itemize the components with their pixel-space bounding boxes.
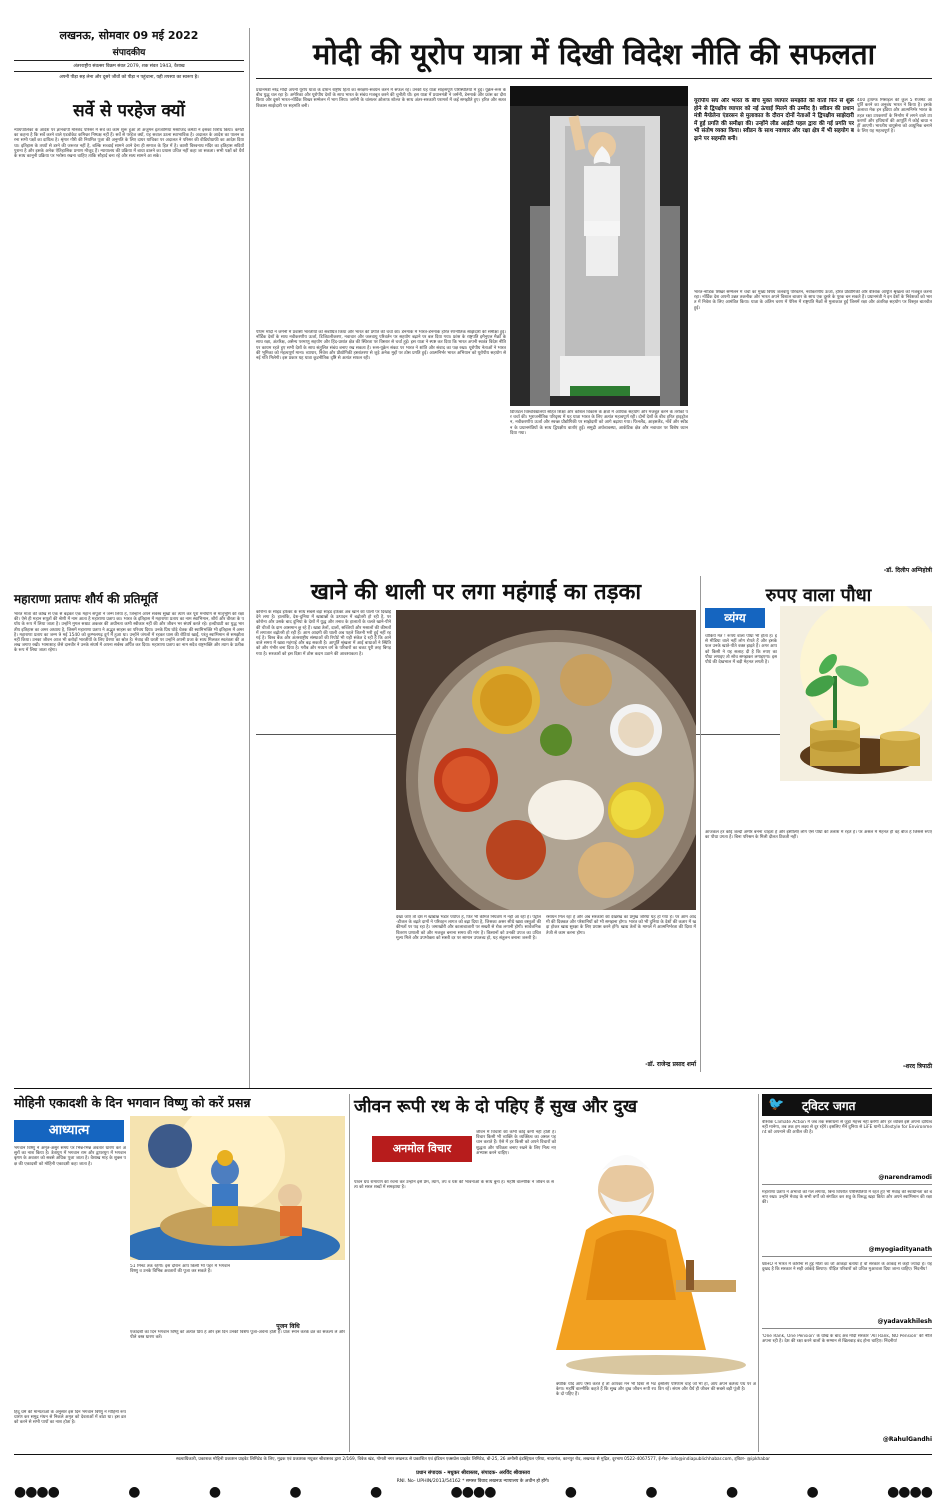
jeevan-col-1: जीवन में विचारों की कभी कोई कमी नहीं होती है। विचार किसी भी व्यक्ति के व्यक्तित्व का असल पहचान कराते हैं। ऐसे में हर किसी को अपने विचारों को शुद्धता और पवित्रता बनाए रखने के लिए नित्य नए अभ्यास करने चाहिए। xyxy=(476,1130,556,1156)
vishnu-photo xyxy=(130,1116,345,1260)
quote-line: अपनी पीड़ा सह लेना और दूसरे जीवों को पीड़ा न पहुंचाना, यही तपस्या का स्वरूप है। xyxy=(59,75,199,80)
footer-rni: RNI. No- UPHIN/2013/54162 * समस्त विवाद लखनऊ न्यायालय के अधीन हो होंगे। xyxy=(396,1479,550,1484)
thali-byline: -डॉ. राजेन्द्र प्रसाद शर्मा xyxy=(645,1061,696,1068)
ekadashi-headline: मोहिनी एकादशी के दिन भगवान विष्णु को करें प्रसन्न xyxy=(14,1095,251,1110)
tweet-text: 'One Rank, One Pension' के धोखे के बाद अब मोदी सरकार 'All Rank, NO Pension' की नीति अपना रही है। देश की रक्षा करने वालों के सम्मान से खिलवाड़ बंद होना चाहिए। निंदनीय! xyxy=(762,1334,932,1345)
plant-headline: रुपए वाला पौधा xyxy=(765,585,872,606)
thali-col-1: कोरोना के साइड इफेक्ट के साथ सबसे बड़ा साइड इफेक्ट अब खाने की थाली पर दिखाई देने लगा है। हालांकि, देश-दुनिया में खाद्यान्नों के उत्पादन में बढ़ोतरी हो रही है, पर कोरोना और उसके बाद दुनिया के देशों में युद्ध और तनाव के हालातों के चलते खाने-पीने की चीजों के दाम आसमान छू रहे हैं। खाद्य तेलों, दालों, सब्जियों और मसालों की कीमतों में लगातार बढ़ोतरी हो रही है। आम आदमी की थाली अब पहले जितनी भरी हुई नहीं रह गई है। विश्व बैंक और अंतरराष्ट्रीय संस्थाओं की रिपोर्ट भी यही संकेत दे रही हैं कि आने वाले समय में खाद्य महंगाई और बढ़ सकती है। आपूर्ति श्रृंखला में आई बाधाओं ने स्थिति को और गंभीर बना दिया है। गरीब और मध्यम वर्ग के परिवारों का बजट पूरी तरह बिगड़ गया है। सरकारों को इस दिशा में ठोस कदम उठाने की आवश्यकता है। xyxy=(256,610,391,657)
ekadashi-col-2: हिंदू धर्म की मान्यताओं के अनुसार इस दिन भगवान विष्णु ने मोहिनी रूप धारण कर समुद्र मंथन से निकले अमृत को देवताओं में बांटा था। इस व्रत को करने से सभी पापों का नाश होता है। xyxy=(14,1410,126,1426)
thali-photo xyxy=(396,610,696,910)
section-label: संपादकीय xyxy=(112,48,146,58)
ekadashi-subhead: पूजन विधि xyxy=(276,1323,300,1330)
editorial-body-2: भारत माता की कोख से एक से बढ़कर एक महान सपूतों ने जन्म लिया है, जिन्होंने अपने सर्वस्व सुखों का त्याग कर पूरा मनोयोग से मातृभूमि की रक्षा की। ऐसे ही महान सपूतों की श्रेणी में नाम आता है महाराणा प्रताप का। भारत के इतिहास में महाराणा प्रताप का नाम स्वाभिमान, शौर्य और वीरता के पर्याय के रूप में लिया जाता है। उन्होंने मुगल सम्राट अकबर की अधीनता कभी स्वीकार नहीं की और जीवन भर संघर्ष करते रहे। हल्दीघाटी का युद्ध भारतीय इतिहास का अमर अध्याय है, जिसमें महाराणा प्रताप ने अद्भुत साहस का परिचय दिया। उनके प्रिय घोड़े चेतक की स्वामिभक्ति भी इतिहास में अमर है। महाराणा प्रताप का जन्म 9 मई 1540 को कुम्भलगढ़ दुर्ग में हुआ था। उन्होंने जंगलों में रहकर घास की रोटियां खाईं, परंतु स्वाभिमान से समझौता नहीं किया। उनका जीवन आज भी करोड़ों भारतीयों के लिए प्रेरणा का स्रोत है। मेवाड़ की धरती पर उन्होंने अपनी प्रजा के साथ मिलकर स्वतंत्रता की अलख जगाए रखी। भामाशाह जैसे दानवीर ने उनके संघर्ष में अपना सर्वस्व अर्पित कर दिया। महाराणा प्रताप का नाम सदैव राष्ट्रभक्ति और त्याग के प्रतीक के रूप में लिया जाता रहेगा। xyxy=(14,612,244,654)
jeevan-col-3: क्योंकि यदि आप ऐसा करते हैं तो आपका मन भी दिशा से भटकेगा। महर्षि वाल्मीकि कहते हैं कि सुख और दुख जीवन रूपी रथ के दो पहिए हैं। xyxy=(556,1382,656,1398)
lead-col-main: पीएम मोदी ने जर्मनी में प्रवासी भारतीयों को संबोधित किया और भारत की प्रगति की चर्चा की। डेनमार्क में भारत-डेनमार्क हरित रणनीतिक साझेदारी की समीक्षा हुई। नॉर्डिक देशों के साथ नवीकरणीय ऊर्जा, डिजिटलीकरण, नवाचार और जलवायु परिवर्तन पर सहयोग बढ़ाने पर बल दिया गया। फ्रांस के राष्ट्रपति इमैनुएल मैक्रों के साथ रक्षा, अंतरिक्ष, असैन्य परमाणु सहयोग और हिंद-प्रशांत क्षेत्र की स्थिरता पर विस्तार से चर्चा हुई। इस यात्रा ने स्पष्ट कर दिया कि भारत अपनी स्वतंत्र विदेश नीति पर कायम रहते हुए सभी देशों के साथ संतुलित संबंध बनाए रख सकता है। रूस-यूक्रेन संकट पर भारत ने शांति और संवाद का पक्ष रखा। यूरोपीय नेताओं ने भारत की भूमिका को महत्वपूर्ण माना। व्यापार, निवेश और प्रौद्योगिकी हस्तांतरण से जुड़े अनेक मुद्दों पर ठोस प्रगति हुई। आत्मनिर्भर भारत अभियान को यूरोपीय सहयोग से नई गति मिलेगी। इस प्रकार यह यात्रा कूटनीतिक दृष्टि से अत्यंत सफल रही। xyxy=(256,330,506,362)
footer-imprint: स्वत्वाधिकारी, प्रकाशक मोहिनी प्रकाशन प्राइवेट लिमिटेड के लिए, मुद्रक एवं प्रकाशक मधुकर श्रीवास्तव द्वारा 2/169, विवेक खंड, गोमती नगर लखनऊ से प्रकाशित एवं इंडियन एक्सप्रेस प्राइवेट लिमिटेड, बी-25, 26 अमौसी इंडस्ट्रियल एरिया, नादरगंज, कानपुर रोड, लखनऊ से मुद्रित, दूरभाष 0522-4067577, ई-मेल- info@indiapublichhabar.com, ट्विटर- @ipkhabar xyxy=(175,1457,771,1462)
ekadashi-col-4: एकादशी का दिन भगवान विष्णु को अत्यंत प्रिय है और इस दिन उनकी विशेष पूजा-अर्चना होती है। प्रातः स्नान करके व्रत का संकल्प लें और पीले वस्त्र धारण करें। xyxy=(130,1330,345,1341)
twitter-header xyxy=(762,1094,932,1116)
twitter-bird-icon: 🐦 xyxy=(768,1097,785,1112)
lead-photo xyxy=(510,86,688,406)
tweet-text: वैश्विक Climate Action में जब तक संसाधनों से जुड़ा महत्त्व नहीं करेगी और हर व्यक्ति इसे अपना दायित्व नहीं मानेगा, तब तक हम लक्ष्य से दूर रहेंगे। इसलिए मैंने दुनिया से LiFE यानी Lifestyle for Environment को अपनाने की अपील की है। xyxy=(762,1120,932,1136)
lead-col-mid: डिजिटल विश्वविद्यालयों सहित शिक्षा और कौशल विकास के क्षेत्रों में आर्थिक सहयोग और मजबूत करने के तरीकों पर चर्चा की। भूराजनीतिक परिदृश्य में यह यात्रा भारत के लिए अत्यंत महत्वपूर्ण रही। दोनों देशों के बीच हरित हाइड्रोजन, नवीकरणीय ऊर्जा और स्वच्छ प्रौद्योगिकी पर साझेदारी को आगे बढ़ाया गया। फिनलैंड, आइसलैंड, नॉर्वे और स्वीडन के प्रधानमंत्रियों के साथ द्विपक्षीय वार्ताएं हुईं। समुद्री अर्थव्यवस्था, आर्कटिक क्षेत्र और नवाचार पर विशेष ध्यान दिया गया। xyxy=(510,410,688,436)
plant-col-2: आजकल हर कोई जल्दी अमीर बनना चाहता है और इसीलिए लोग ऐसे पौधों की तलाश में रहते हैं। पर असल में मेहनत ही वह बीज है जिससे रुपए का पौधा उगता है। बिना परिश्रम के मिली दौलत टिकती नहीं। xyxy=(705,830,932,841)
lead-byline: -डॉ. दिलीप अग्निहोत्री xyxy=(883,567,932,574)
lead-headline: मोदी की यूरोप यात्रा में दिखी विदेश नीति की सफलता xyxy=(312,37,876,71)
thali-headline: खाने की थाली पर लगा महंगाई का तड़का xyxy=(310,580,642,605)
thali-col-2: देखा जाए तो देश में खाद्यान्न भंडार पर्याप्त है, फिर भी कीमतें नियंत्रण में नहीं आ रही हैं। पेट्रोल-डीजल के बढ़ते दामों ने परिवहन लागत को बढ़ा दिया है, जिसका असर सीधे खाद्य वस्तुओं की कीमतों पर पड़ रहा है। जमाखोरी और कालाबाजारी पर सख्ती से रोक लगानी होगी। सार्वजनिक वितरण प्रणाली को और मजबूत बनाना समय की मांग है। किसानों को उनकी उपज का उचित मूल्य मिले और उपभोक्ता को सस्ती दर पर सामान उपलब्ध हो, यह संतुलन बनाना जरूरी है। xyxy=(396,915,541,941)
date-line: लखनऊ, सोमवार 09 मई 2022 xyxy=(59,29,199,42)
tweet-handle: @myogiadityanath xyxy=(868,1246,932,1253)
ekadashi-tag: आध्यात्म xyxy=(14,1120,124,1142)
ekadashi-col-3: 51 मिनट तक रहेगी। इस दौरान आप किसी भी पहर में भगवान विष्णु व उनके विभिन्न अवतारों की पूजा कर सकते हैं। xyxy=(130,1264,230,1275)
lead-col-1: प्रधानमंत्री नरेंद्र मोदी अपनी यूरोप यात्रा के दौरान राष्ट्रीय हितों का संरक्षण-संवर्धन करने में सफल रहे। उनकी यह यात्रा साहसपूर्ण परिस्थितियों में हुई। यूक्रेन-रूस के बीच युद्ध चल रहा है। अमेरिका और यूरोपीय देशों के साथ भारत के संबंध मजबूत करने की चुनौती थी। इस यात्रा में प्रधानमंत्री ने जर्मनी, डेनमार्क और फ्रांस का दौरा किया और दूसरे भारत-नॉर्डिक शिखर सम्मेलन में भाग लिया। जर्मनी के चांसलर ओलाफ शोल्ज के साथ अंतर-सरकारी परामर्श में कई समझौते हुए। हरित और सतत विकास साझेदारी पर सहमति बनी। xyxy=(256,88,506,109)
jeevan-col-2: पावन ग्रंथ रामायण की रचना कर उन्होंने इसे प्रेम, त्याग, तप व यश की भावनाओं के साथ बुना है। महर्षि वाल्मीकि ने जीवन के सत्य को सरल शब्दों में समझाया है। xyxy=(354,1180,554,1191)
ekadashi-col-1: भगवान विष्णु ने अमृत-असुर समय पर भिन्न-भिन्न अवतार धारण कर असुरों का नाश किया है। त्रेतायुग में भगवान राम और द्वापरयुग में भगवान कृष्ण के अवतार को सबसे अधिक पूजा जाता है। वैशाख माह के शुक्ल पक्ष की एकादशी को मोहिनी एकादशी कहा जाता है। xyxy=(14,1146,126,1167)
jeevan-tag: अनमोल विचार xyxy=(372,1136,472,1162)
tweet-text: महाराणा प्रताप ने अभावों को गले लगाया, बिना विपरीत परिस्थितियों में रहते हुए भी मेवाड़ की स्वाधीनता को बनाए रखा। उन्होंने मेवाड़ के सभी वर्गों को संगठित कर शत्रु के विरुद्ध खड़ा किया और अपने स्वाभिमान की रक्षा की। xyxy=(762,1190,932,1206)
jeevan-col-4: इसलिए परिणाम चाहे जो भी हों, आप अपने कर्तव्य पथ पर अडिग रहें। संयम और धैर्य ही जीवन की सबसे बड़ी पूंजी है। xyxy=(658,1382,756,1393)
plant-tag: व्यंग्य xyxy=(705,608,765,628)
plant-col-1: चौंकिये मत ! रूपये वाला पौधा भी होता है। इसे मीडिया वाले नहीं लोग रोपते हैं और इसके फल उनके खाते-पीते वक्त झड़ते हैं। अगर आपको किसी ने यह सलाह दी है कि रुपए का पौधा लगाइए तो सोच समझकर लगाइएगा। इस पौधे की देखभाल में बड़ी मेहनत लगती है। xyxy=(705,634,777,666)
jeevan-headline: जीवन रूपी रथ के दो पहिए हैं सुख और दुख xyxy=(354,1097,638,1117)
tweet-handle: @narendramodi xyxy=(878,1174,932,1181)
plant-byline: -शरद त्रिपाठी xyxy=(902,1063,932,1070)
editorial-title-2: महाराणा प्रतापः शौर्य की प्रतिमूर्ति xyxy=(14,592,158,606)
footer-editors: प्रधान संपादक - मधुकर श्रीवास्तव, संपादक- अरविंद श्रीवास्तव xyxy=(416,1470,530,1476)
masthead xyxy=(14,28,244,80)
lead-col-far: 400 ट्रायम्फ मिसाइल की कुल 5 रेजिमेंट आपूर्ति करने का अनुबंध भारत ने किया है। इसके अलावा मेक इन इंडिया और आत्मनिर्भर भारत के तहत रक्षा उपकरणों के निर्माण में लगने वाले उपकरणों और हथियारों की आपूर्ति में कोई बाधा नहीं आएगी। भारतीय वायुसेना को आधुनिक बनाने के लिए यह महत्वपूर्ण है। xyxy=(857,98,932,135)
sage-photo xyxy=(556,1130,756,1378)
plant-photo xyxy=(780,606,932,781)
editorial-title-1: सर्वे से परहेज क्यों xyxy=(73,101,185,121)
registration-marks: ●●●● ● ● ● ● ●●●● ● ● ● ● ●●●● xyxy=(14,1484,932,1500)
tweet-handle: @RahulGandhi xyxy=(882,1436,932,1443)
thali-col-3: रसायन मिल रहा है और अब सरकारों की देखरेख का प्रमुख जरिया यह हो गया है। पर आम आदमी की दिक्कत और परेशानियों को भी समझना होगा। भारत को भी दुनिया के देशों की कतार में खड़ा होकर खाद्य सुरक्षा के लिए प्रयास करने होंगे। खाद्य तेलों के मामले में आत्मनिर्भरता की दिशा में तेजी से काम करना होगा। xyxy=(546,915,696,936)
editorial-body-1: न्यायपालिका के आदेश पर ज्ञानवापी मस्जिद परिसर में सर्वे का काम शुरू हुआ तो अंजुमन इंतजामिया मसाजिद कमेटी ने इसका विरोध किया। कमेटी का कहना है कि सर्वे करने वाले एडवोकेट कमिश्नर निष्पक्ष नहीं हैं। सर्वे से परहेज क्यों, यह सवाल उठना स्वाभाविक है। अदालत के आदेश का पालन करना सभी पक्षों का दायित्व है। श्रृंगार गौरी की नियमित पूजा की अनुमति के लिए दायर याचिका पर अदालत ने परिसर की वीडियोग्राफी का आदेश दिया था। इतिहास के तथ्यों से डरने की जरूरत नहीं है, बल्कि सच्चाई सामने आने देना ही समाज के हित में है। काशी विश्वनाथ मंदिर का इतिहास सदियों पुराना है और इसके अनेक ऐतिहासिक प्रमाण मौजूद हैं। न्यायालय की प्रक्रिया में बाधा डालने का प्रयास उचित नहीं कहा जा सकता। सभी पक्षों को धैर्य के साथ कानूनी प्रक्रिया पर भरोसा रखना चाहिए ताकि सौहार्द बना रहे और सत्य सामने आ सके। xyxy=(14,128,244,160)
lead-col-right-bold: यूरोपीय संघ और भारत के बीच मुक्त व्यापार समझौते की वार्ता फिर से शुरू होने से द्विपक्षीय व्यापार को नई ऊंचाई मिलने की उम्मीद है। स्वीडन की प्रधानमंत्री मैग्डेलेना एंडरसन से मुलाकात के दौरान दोनों नेताओं ने द्विपक्षीय साझेदारी में हुई प्रगति की समीक्षा की। उन्होंने लीड आईटी पहल द्वारा की गई प्रगति पर भी संतोष व्यक्त किया। स्वीडन के साथ नवाचार और रक्षा क्षेत्र में भी सहयोग बढ़ाने पर सहमति बनी। xyxy=(694,98,854,142)
tweet-text: WHO ने भारत में कोरोना से हुई मौतों का जो आंकड़ा बताया है वो सरकार के आंकड़े से कहीं ज्यादा है। यह दुखद है कि सरकार ने सही आंकड़े छिपाए। पीड़ित परिवारों को उचित मुआवजा दिया जाना चाहिए। निंदनीय! xyxy=(762,1262,932,1273)
samvat-line: अंतरराष्ट्रीय संवत्सर विक्रम संवत 2079, शक संवत 1943, वैशाख xyxy=(73,64,185,69)
twitter-title: ट्विटर जगत xyxy=(802,1099,856,1113)
lead-col-right: भारत-नॉर्डिक शिखर सम्मेलन में चर्चा का मुख्य विषय जलवायु परिवर्तन, नवीकरणीय ऊर्जा, हरित प्रौद्योगिकी और वैश्विक आपूर्ति श्रृंखला को मजबूत करना रहा। नॉर्डिक देश अपनी उन्नत तकनीक और भारत अपने विशाल बाजार के साथ एक दूसरे के पूरक बन सकते हैं। प्रधानमंत्री ने इन देशों के निवेशकों को भारत में निवेश के लिए आमंत्रित किया। यात्रा के अंतिम चरण में पेरिस में राष्ट्रपति मैक्रों से मुलाकात हुई जिसमें रक्षा और अंतरिक्ष सहयोग पर विस्तृत बातचीत हुई। xyxy=(694,290,932,311)
tweet-handle: @yadavakhilesh xyxy=(877,1318,932,1325)
